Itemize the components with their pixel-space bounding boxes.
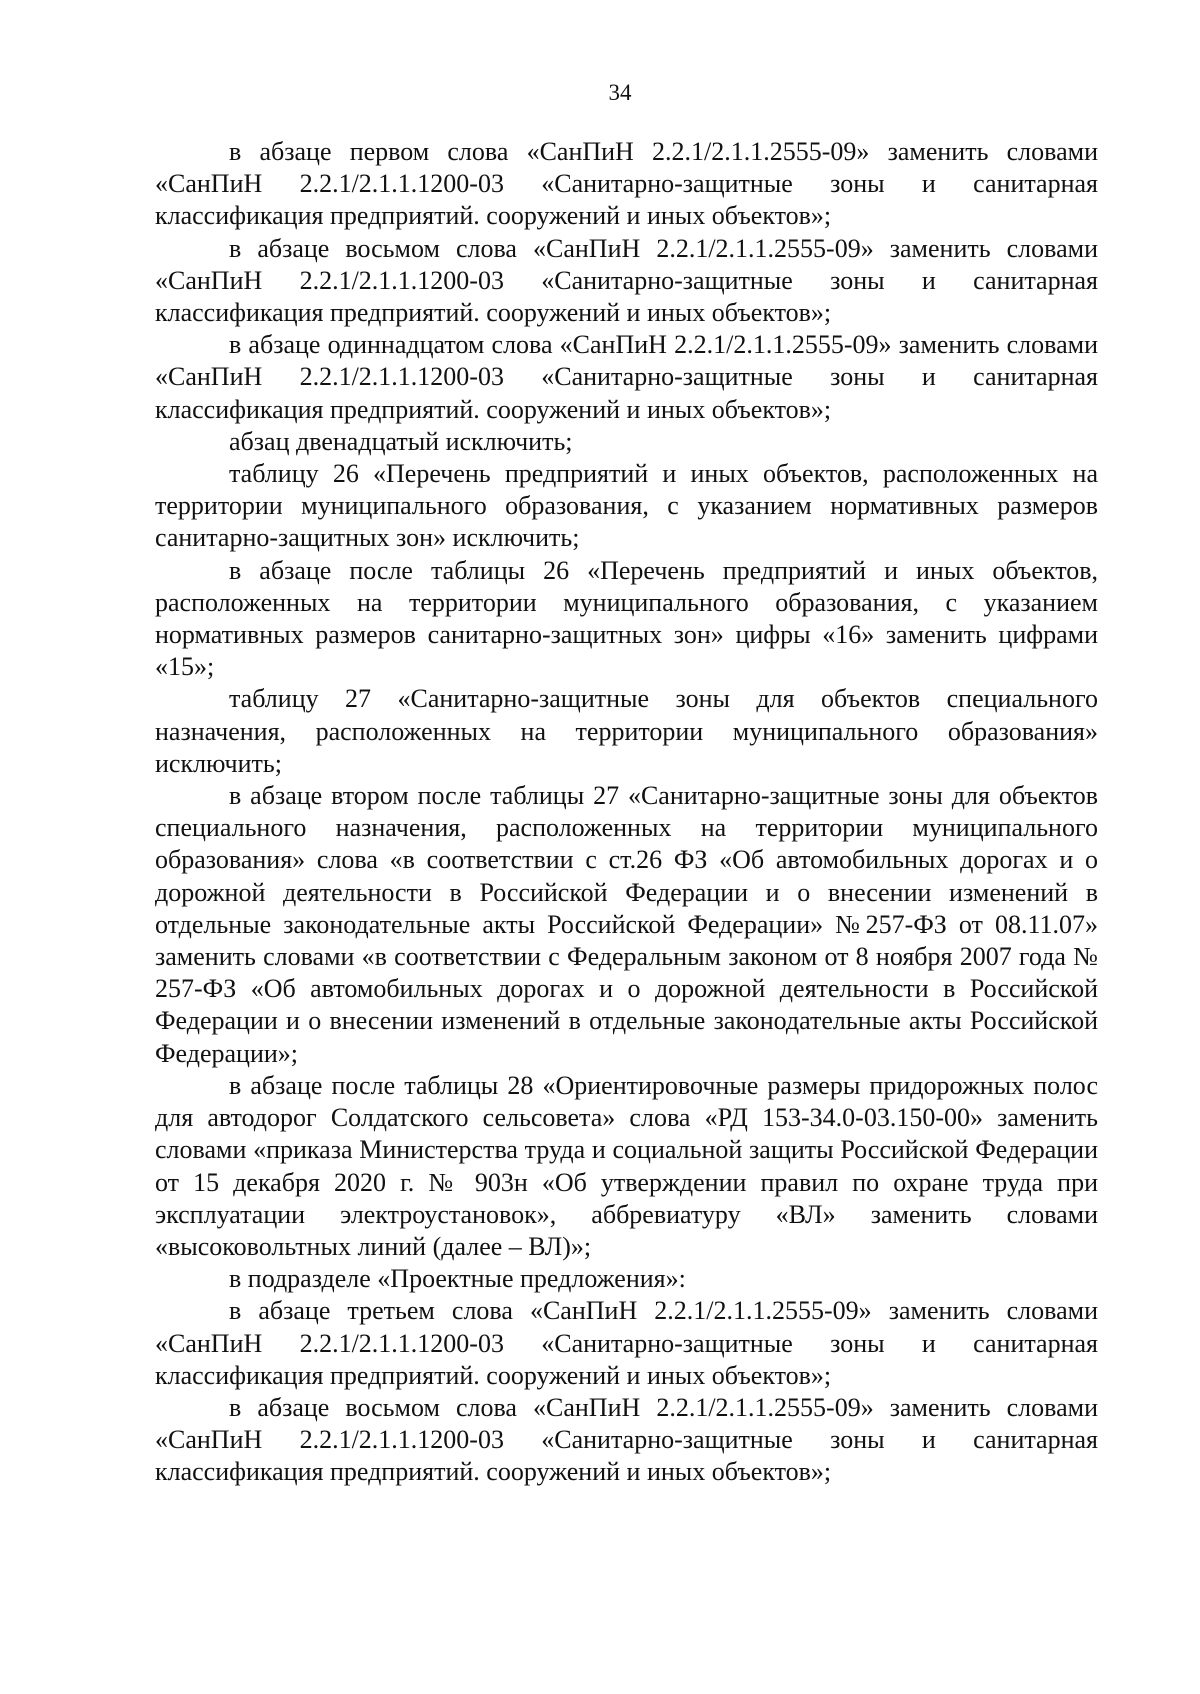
- paragraph: в абзаце третьем слова «СанПиН 2.2.1/2.1.1.2555-09» заменить словами «СанПиН 2.2.1/2.1.1.1200-03 «Санитарно-защитные зоны и санитарная классификация предприятий. сооружений и иных объектов»;: [155, 1296, 1098, 1390]
- paragraph: в подразделе «Проектные предложения»:: [229, 1264, 686, 1294]
- page-number: 34: [608, 80, 632, 105]
- paragraph: в абзаце одиннадцатом слова «СанПиН 2.2.1/2.1.1.2555-09» заменить словами «СанПиН 2.2.1/2.1.1.1200-03 «Санитарно-защитные зоны и санитарная классификация предприятий. сооружений и иных объектов»;: [155, 330, 1098, 424]
- paragraph: в абзаце восьмом слова «СанПиН 2.2.1/2.1.1.2555-09» заменить словами «СанПиН 2.2.1/2.1.1.1200-03 «Санитарно-защитные зоны и санитарная классификация предприятий. сооружений и иных объектов»;: [155, 1392, 1098, 1487]
- paragraph: в абзаце после таблицы 28 «Ориентировочные размеры придорожных полос для автодорог Солдатского сельсовета» слова «РД 153-34.0-03.150-00» заменить словами «приказа Министерства труда и социальной защиты Российской Федерации от 15 декабря 2020 г. № 903н «Об утверждении правил по охране труда при эксплуатации электроустановок», аббревиатуру «ВЛ» заменить словами «высоковольтных линий (далее – ВЛ)»;: [155, 1070, 1098, 1261]
- paragraph: таблицу 26 «Перечень предприятий и иных объектов, расположенных на территории муниципального образования, с указанием нормативных размеров санитарно-защитных зон» исключить;: [155, 459, 1098, 553]
- paragraph: в абзаце восьмом слова «СанПиН 2.2.1/2.1.1.2555-09» заменить словами «СанПиН 2.2.1/2.1.1.1200-03 «Санитарно-защитные зоны и санитарная классификация предприятий. сооружений и иных объектов»;: [155, 233, 1098, 328]
- paragraph: таблицу 27 «Санитарно-защитные зоны для объектов специального назначения, расположенных на территории муниципального образования» исключить;: [155, 684, 1098, 778]
- paragraph: в абзаце после таблицы 26 «Перечень предприятий и иных объектов, расположенных на территории муниципального образования, с указанием нормативных размеров санитарно-защитных зон» цифры «16» заменить цифрами «15»;: [155, 555, 1098, 682]
- paragraph: абзац двенадцатый исключить;: [229, 426, 573, 456]
- paragraph: в абзаце первом слова «СанПиН 2.2.1/2.1.1.2555-09» заменить словами «СанПиН 2.2.1/2.1.1.1200-03 «Санитарно-защитные зоны и санитарная классификация предприятий. сооружений и иных объектов»;: [155, 137, 1098, 231]
- document-body: [155, 136, 1098, 1489]
- paragraph: в абзаце втором после таблицы 27 «Санитарно-защитные зоны для объектов специального назначения, расположенных на территории муниципального образования» слова «в соответствии с ст.26 ФЗ «Об автомобильных дорогах и о дорожной деятельности в Российской Федерации и о внесении изменений в отдельные законодательные акты Российской Федерации» №257-ФЗ от 08.11.07» заменить словами «в соответствии с Федеральным законом от 8 ноября 2007 года № 257-ФЗ «Об автомобильных дорогах и о дорожной деятельности в Российской Федерации и о внесении изменений в отдельные законодательные акты Российской Федерации»;: [155, 781, 1098, 1068]
